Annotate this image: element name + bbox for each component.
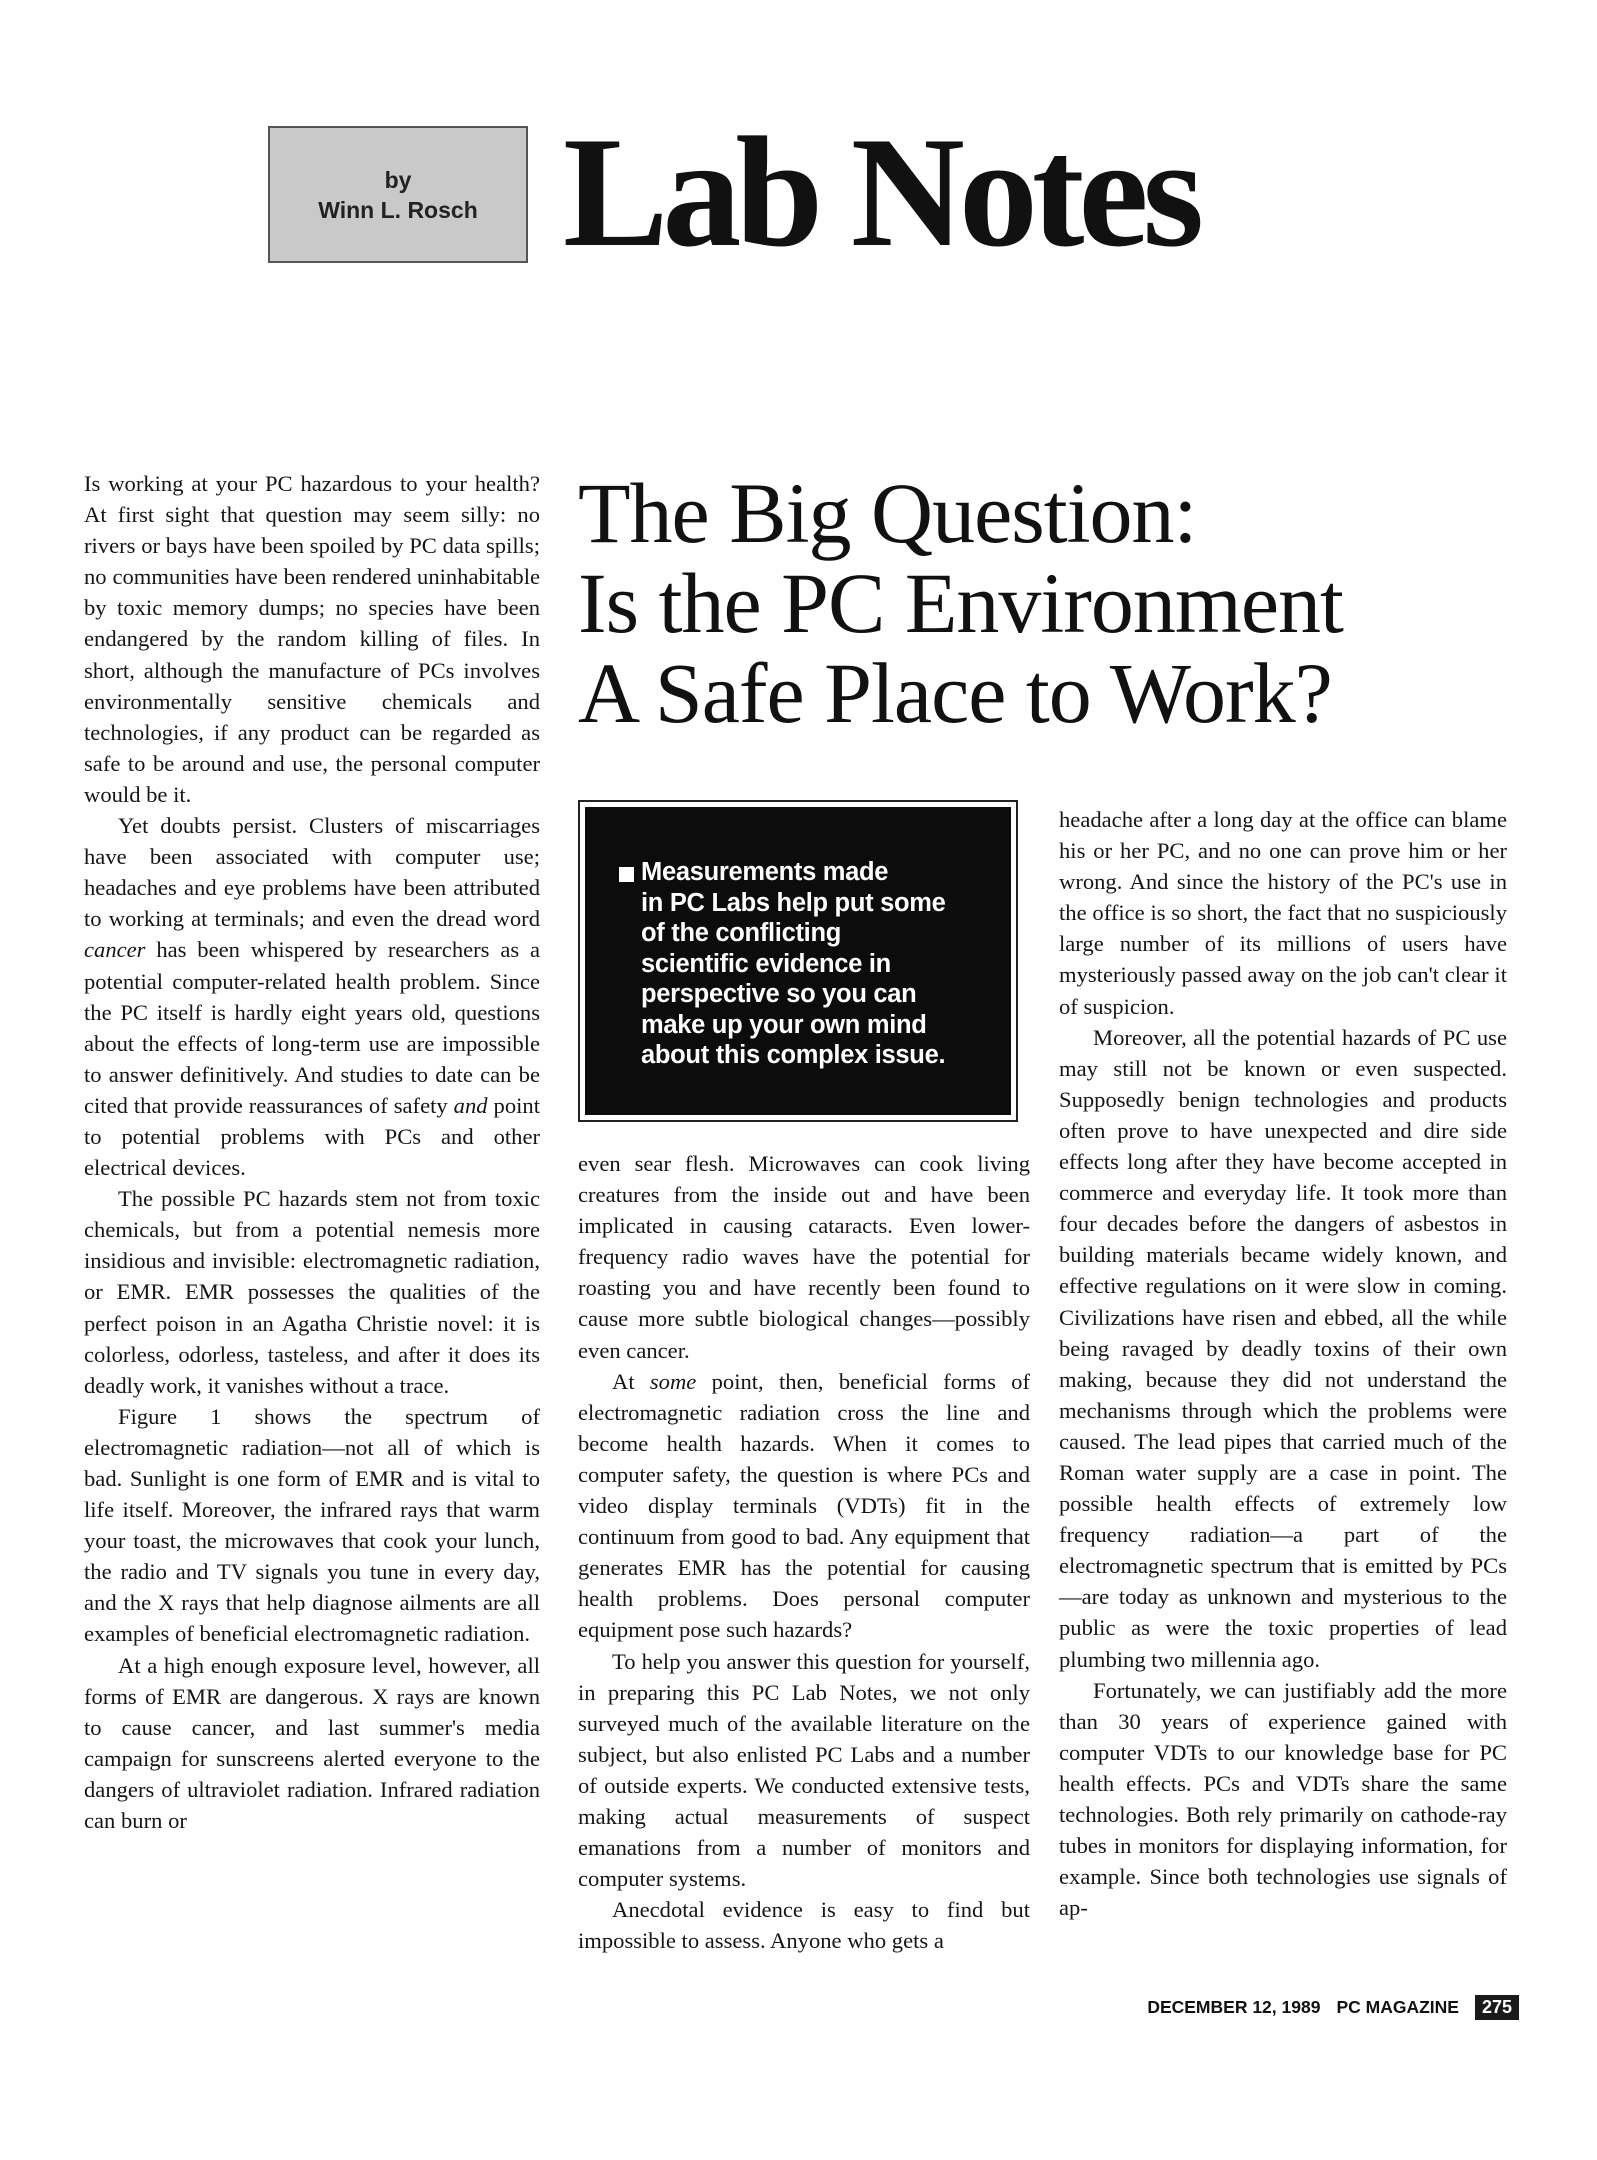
byline-author: Winn L. Rosch bbox=[318, 196, 478, 223]
pull-quote-line: of the conflicting bbox=[641, 919, 841, 947]
headline-line-2: Is the PC Environment bbox=[578, 555, 1343, 651]
col1-paragraph-3: The possible PC hazards stem not from toxic chemicals, but from a potential nemesis more insidious and invisible: electromagnetic radiation, or EMR. EMR possesses the qualities of the perfect poison in an Agatha Christie novel: it is colorless, odorless, tasteless, and after it does its deadly work, it vanishes without a trace. bbox=[84, 1186, 540, 1398]
col3-paragraph-2: Moreover, all the potential hazards of PC use may still not be known or even suspected. Supposedly benign technologies and products often prove to have unexpected and dire side effects long after they have become accepted in commerce and everyday life. It took more than four decades before the dangers of asbestos in building materials became widely known, and effective regulations on it were slow in coming. Civilizations have risen and ebbed, all the while being ravaged by deadly toxins of their own making, because they did not understand the mechanisms through which the problems were caused. The lead pipes that carried much of the Roman water supply are a case in point. The possible health effects of extremely low frequency radiation—a part of the electromagnetic spectrum that is emitted by PCs—are today as unknown and mysterious to the public as were the toxic properties of lead plumbing two millennia ago. bbox=[1059, 1024, 1507, 1672]
col1-paragraph-1: Is working at your PC hazardous to your health? At first sight that question may seem silly: no rivers or bays have been spoiled by PC data spills; no communities have been rendered uninhabitable by toxic memory dumps; no species have been endangered by the random killing of files. In short, although the manufacture of PCs involves environmentally sensitive chemicals and technologies, if any product can be regarded as safe to be around and use, the personal computer would be it. bbox=[84, 471, 540, 807]
page-footer bbox=[1147, 1995, 1519, 2020]
footer-date: DECEMBER 12, 1989 bbox=[1147, 1997, 1321, 2017]
pull-quote-line: in PC Labs help put some bbox=[641, 888, 946, 917]
article-headline bbox=[578, 465, 1578, 741]
byline-box bbox=[268, 126, 528, 263]
col3-paragraph-1: headache after a long day at the office can blame his or her PC, and no one can prove him or her wrong. And since the history of the PC's use in the office is so short, the fact that no suspiciously large number of its millions of users have mysteriously passed away on the job can't clear it of suspicion. bbox=[1059, 807, 1507, 1019]
pull-quote-inner bbox=[585, 807, 1011, 1115]
pull-quote-line: scientific evidence in bbox=[641, 949, 891, 978]
pull-quote-line: Measurements made bbox=[641, 858, 889, 886]
square-bullet-icon bbox=[619, 867, 634, 882]
footer-magazine: PC MAGAZINE bbox=[1336, 1997, 1459, 2017]
pull-quote-line: about this complex issue. bbox=[641, 1041, 946, 1069]
col3-paragraph-3: Fortunately, we can justifiably add the more than 30 years of experience gained with computer VDTs to our knowledge base for PC health effects. PCs and VDTs share the same technologies. Both rely primarily on cathode-ray tubes in monitors for displaying information, for example. Since both technologies use signals of ap- bbox=[1059, 1677, 1507, 1921]
masthead-title: Lab Notes bbox=[563, 105, 1199, 280]
column-2 bbox=[578, 1148, 1030, 1956]
pull-quote-line: perspective so you can bbox=[641, 980, 917, 1008]
col2-paragraph-4: Anecdotal evidence is easy to find but impossible to assess. Anyone who gets a bbox=[578, 1897, 1030, 1954]
col2-paragraph-2: At some point, then, beneficial forms of electromagnetic radiation cross the line and become health hazards. When it comes to computer safety, the question is where PCs and video display terminals (VDTs) fit in the continuum from good to bad. Any equipment that generates EMR has the potential for causing health problems. Does personal computer equipment pose such hazards? bbox=[578, 1368, 1030, 1643]
column-1 bbox=[84, 468, 540, 1836]
headline-line-3: A Safe Place to Work? bbox=[578, 645, 1332, 741]
column-3 bbox=[1059, 804, 1507, 1923]
pull-quote-box bbox=[578, 800, 1018, 1122]
col1-paragraph-2: Yet doubts persist. Clusters of miscarriages have been associated with computer use; headaches and eye problems have been attributed to working at terminals; and even the dread word cancer has been whispered by researchers as a potential computer-related health problem. Since the PC itself is hardly eight years old, questions about the effects of long-term use are impossible to answer definitively. And studies to date can be cited that provide reassurances of safety and point to potential problems with PCs and other electrical devices. bbox=[84, 813, 540, 1181]
byline-by: by bbox=[384, 166, 412, 193]
pull-quote-text bbox=[641, 857, 981, 1071]
page-number: 275 bbox=[1475, 1995, 1519, 2020]
col1-paragraph-4: Figure 1 shows the spectrum of electromagnetic radiation—not all of which is bad. Sunlight is one form of EMR and is vital to life itself. Moreover, the infrared rays that warm your toast, the microwaves that cook your lunch, the radio and TV signals you tune in every day, and the X rays that help diagnose ailments are all examples of beneficial electromagnetic radiation. bbox=[84, 1403, 540, 1647]
pull-quote-line: make up your own mind bbox=[641, 1010, 927, 1039]
col2-paragraph-1: even sear flesh. Microwaves can cook living creatures from the inside out and have been implicated in causing cataracts. Even lower-frequency radio waves have the potential for roasting you and have recently been found to cause more subtle biological changes—possibly even cancer. bbox=[578, 1151, 1030, 1363]
headline-line-1: The Big Question: bbox=[578, 465, 1197, 561]
col2-paragraph-3: To help you answer this question for yourself, in preparing this PC Lab Notes, we not only surveyed much of the available literature on the subject, but also enlisted PC Labs and a number of outside experts. We conducted extensive tests, making actual measurements of suspect emanations from a number of monitors and computer systems. bbox=[578, 1648, 1030, 1892]
col1-paragraph-5: At a high enough exposure level, however, all forms of EMR are dangerous. X rays are known to cause cancer, and last summer's media campaign for sunscreens alerted everyone to the dangers of ultraviolet radiation. Infrared radiation can burn or bbox=[84, 1652, 540, 1834]
